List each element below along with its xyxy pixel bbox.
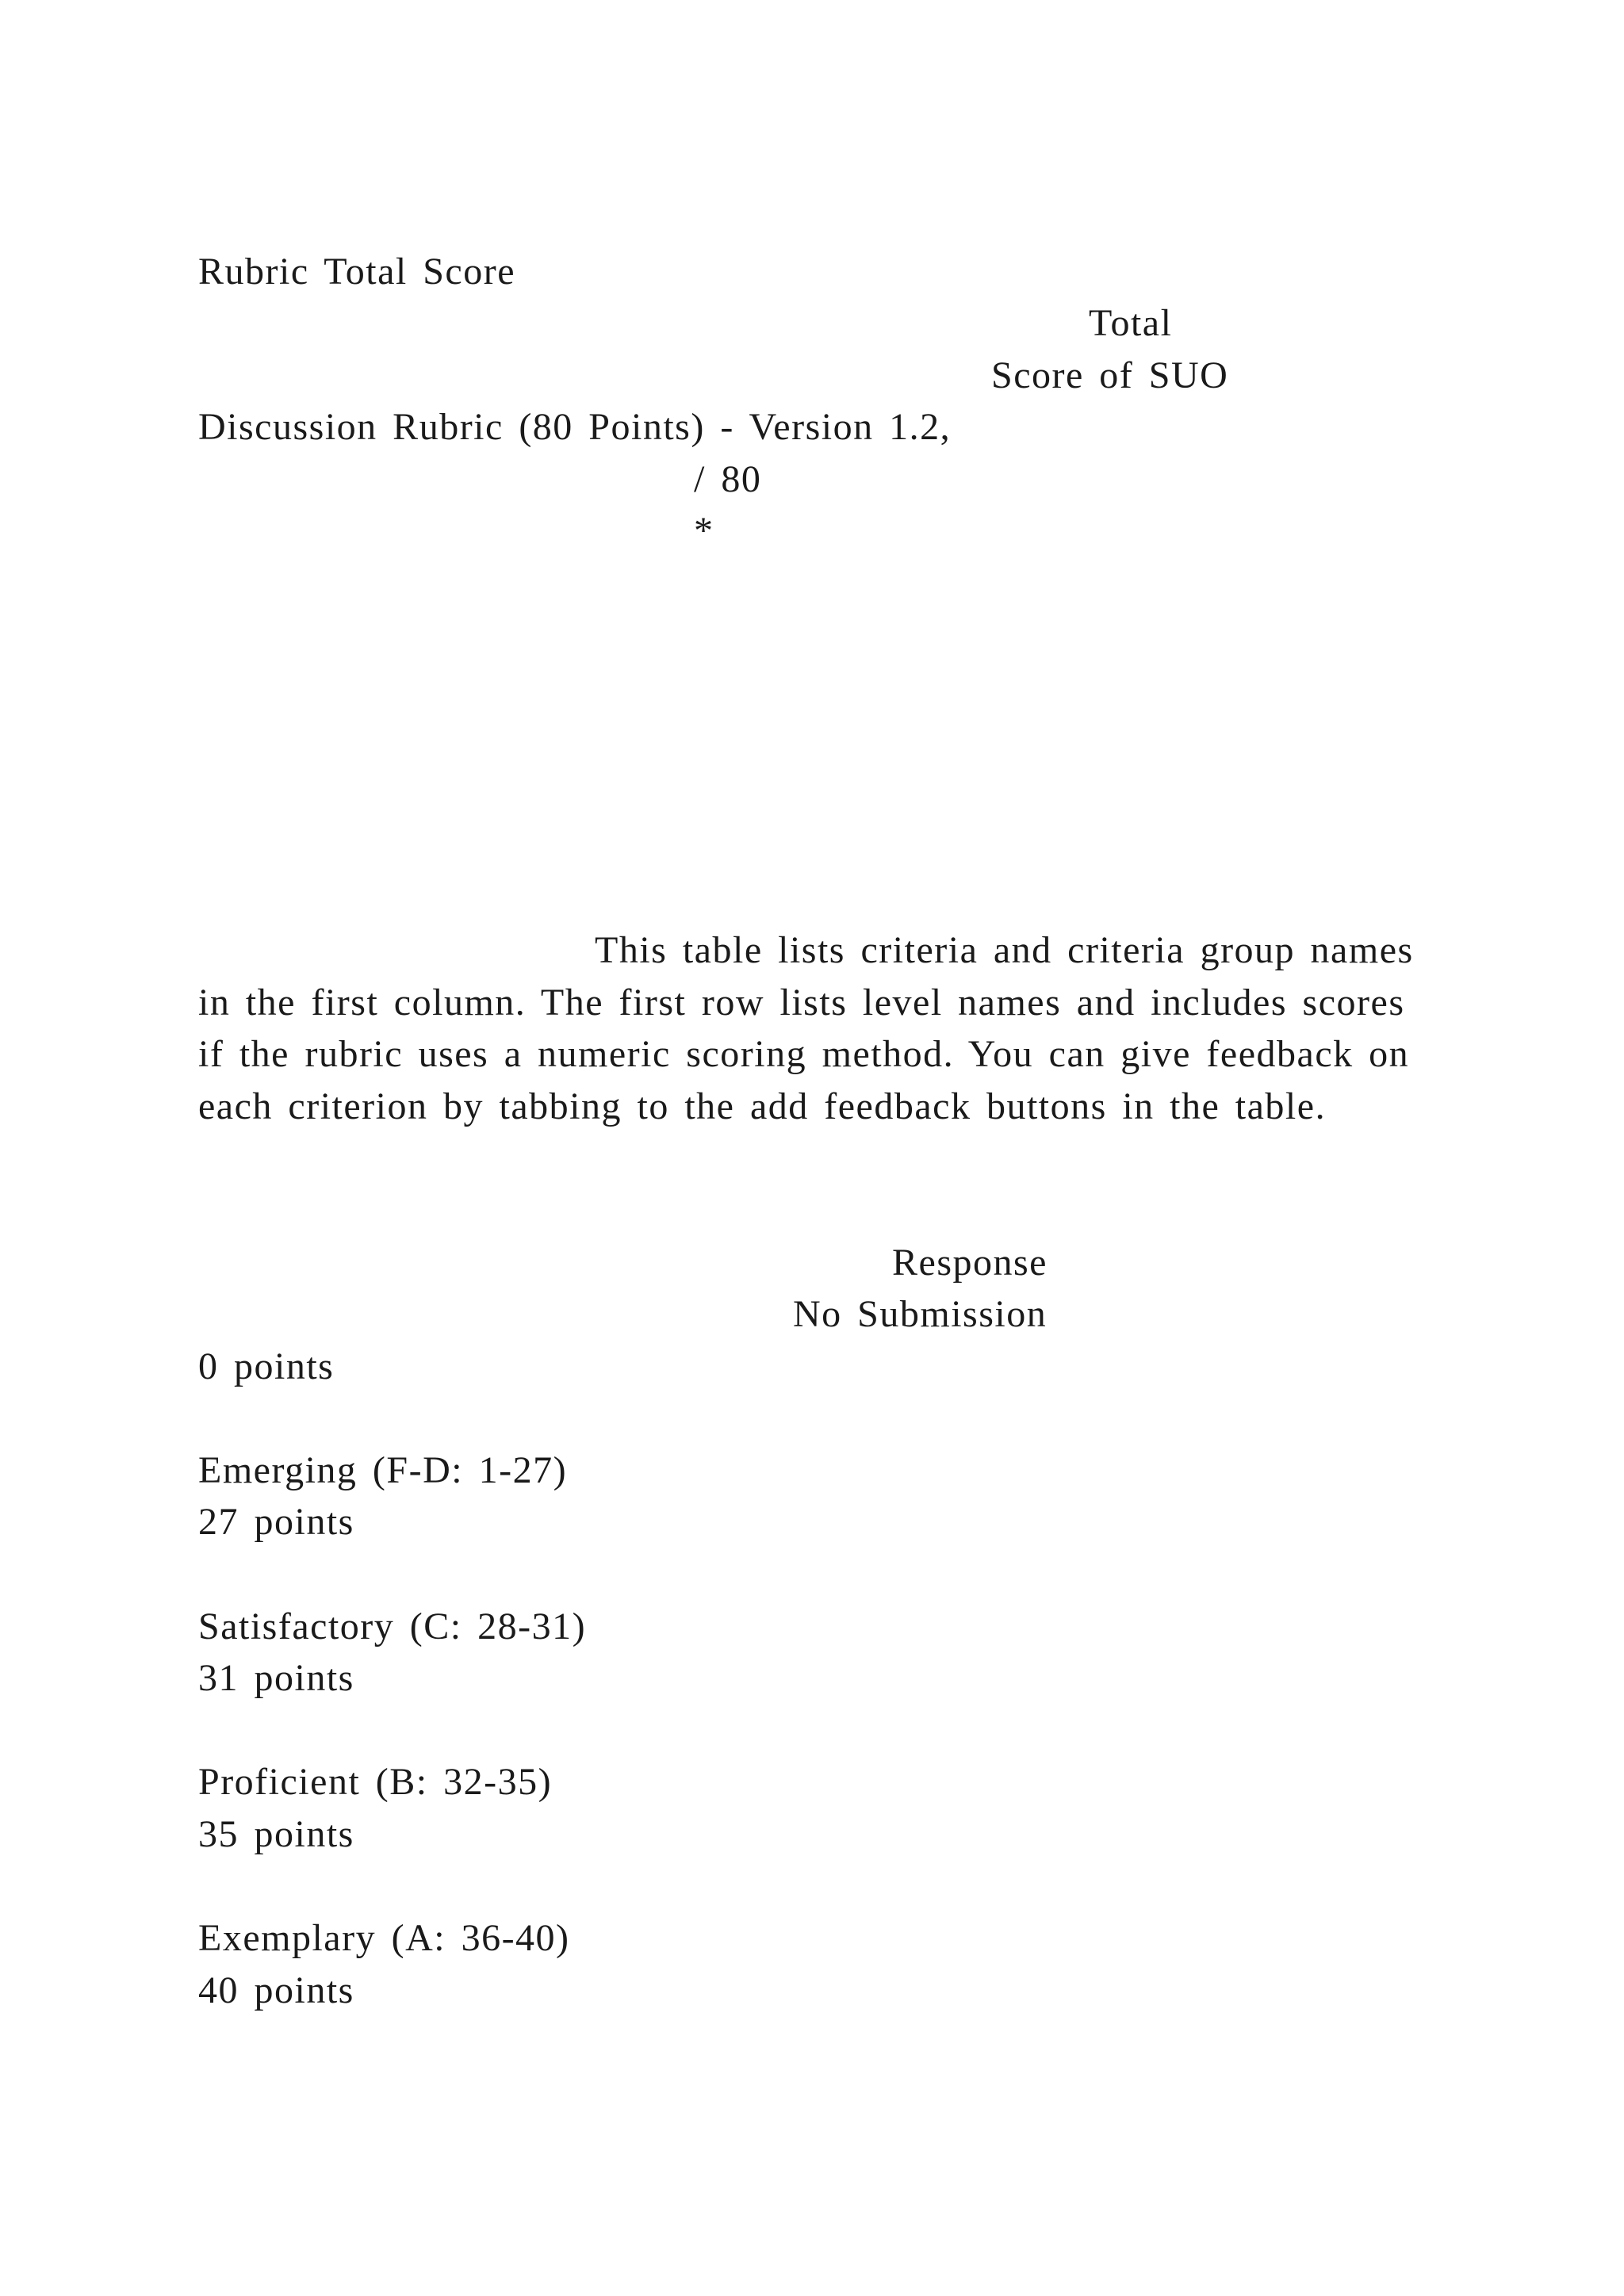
table-description [198, 924, 1435, 1132]
score-out-of: / 80 [694, 458, 762, 500]
required-asterisk: * [694, 510, 714, 552]
response-label: Response [892, 1242, 1048, 1284]
level-satisfactory-points: 31 points [198, 1657, 354, 1699]
level-exemplary-points: 40 points [198, 1969, 354, 2011]
level-emerging-name: Emerging (F-D: 1-27) [198, 1449, 568, 1491]
rubric-name: Discussion Rubric (80 Points) - Version 1.2, [198, 406, 952, 448]
level-emerging-points: 27 points [198, 1501, 354, 1543]
level-satisfactory-name: Satisfactory (C: 28-31) [198, 1605, 587, 1647]
level-proficient-points: 35 points [198, 1813, 354, 1855]
level-exemplary-name: Exemplary (A: 36-40) [198, 1917, 570, 1959]
rubric-total-score-title: Rubric Total Score [198, 251, 516, 293]
no-submission-label: No Submission [793, 1293, 1048, 1335]
score-of-label: Score of SUO [991, 354, 1229, 396]
table-description-text: This table lists criteria and criteria group names in the first column. The first row lists level names and includes scores if the rubric uses a numeric scoring method. You can give feedback on each criterion by tabbing to the add feedback buttons in the table. [198, 929, 1414, 1127]
level-proficient-name: Proficient (B: 32-35) [198, 1761, 553, 1803]
no-submission-points: 0 points [198, 1345, 335, 1387]
total-label: Total [1089, 302, 1173, 344]
